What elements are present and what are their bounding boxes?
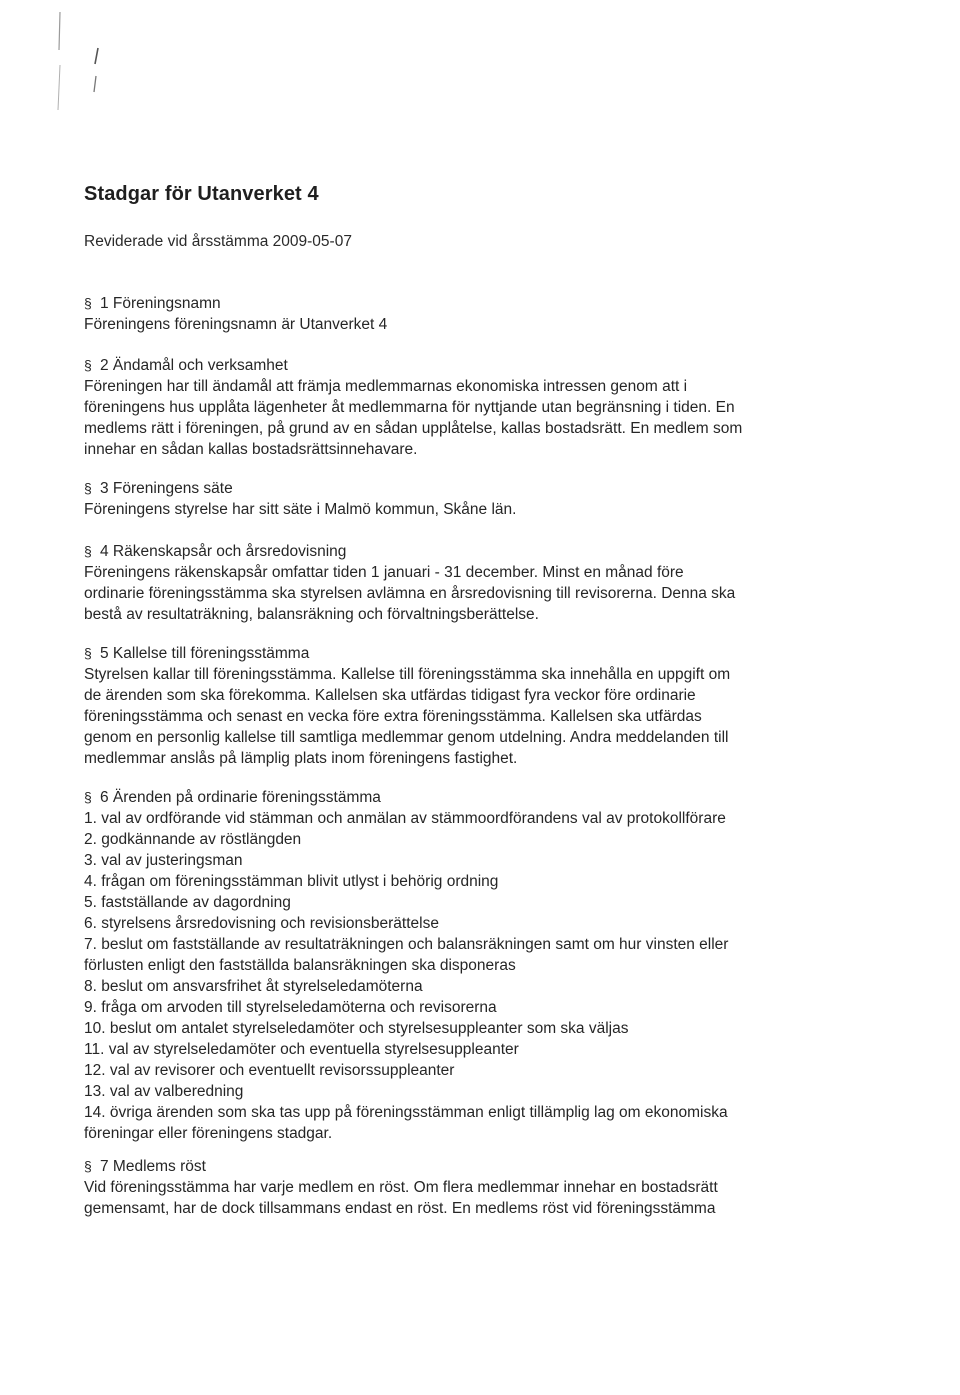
section-5-line: föreningsstämma och senast en vecka före extra föreningsstämma. Kallelsen ska utfärdas bbox=[84, 708, 702, 725]
section-5-line: de ärenden som ska förekomma. Kallelsen ska utfärdas tidigast fyra veckor före ordinarie bbox=[84, 687, 696, 704]
agenda-item: 11. val av styrelseledamöter och eventuella styrelsesuppleanter bbox=[84, 1041, 519, 1058]
section-2-body bbox=[84, 376, 854, 460]
section-2-heading-text: 2 Ändamål och verksamhet bbox=[100, 357, 288, 374]
paragraph-sign: § bbox=[84, 543, 92, 559]
section-7-heading-text: 7 Medlems röst bbox=[100, 1158, 206, 1175]
agenda-item: 6. styrelsens årsredovisning och revisionsberättelse bbox=[84, 915, 439, 932]
paragraph-sign: § bbox=[84, 1158, 92, 1174]
agenda-item: 8. beslut om ansvarsfrihet åt styrelseledamöterna bbox=[84, 978, 423, 995]
agenda-item: 12. val av revisorer och eventuellt revisorssuppleanter bbox=[84, 1062, 455, 1079]
section-5-body bbox=[84, 664, 854, 769]
section-4-line: ordinarie föreningsstämma ska styrelsen avlämna en årsredovisning till revisorerna. Denna ska bbox=[84, 585, 736, 602]
section-4-line: Föreningens räkenskapsår omfattar tiden 1 januari - 31 december. Minst en månad före bbox=[84, 564, 684, 581]
section-3-line: Föreningens styrelse har sitt säte i Malmö kommun, Skåne län. bbox=[84, 501, 517, 518]
document-subtitle: Reviderade vid årsstämma 2009-05-07 bbox=[84, 233, 352, 250]
paragraph-sign: § bbox=[84, 789, 92, 805]
agenda-item: 3. val av justeringsman bbox=[84, 852, 243, 869]
agenda-list bbox=[84, 808, 854, 1144]
agenda-item: 10. beslut om antalet styrelseledamöter och styrelsesuppleanter som ska väljas bbox=[84, 1020, 629, 1037]
section-3-heading bbox=[84, 478, 854, 499]
section-7 bbox=[84, 1156, 854, 1219]
section-4-heading-text: 4 Räkenskapsår och årsredovisning bbox=[100, 543, 347, 560]
section-5-heading bbox=[84, 643, 854, 664]
agenda-item: 9. fråga om arvoden till styrelseledamöterna och revisorerna bbox=[84, 999, 497, 1016]
agenda-item-continuation: föreningar eller föreningens stadgar. bbox=[84, 1125, 333, 1142]
section-6 bbox=[84, 787, 854, 1144]
section-7-heading bbox=[84, 1156, 854, 1177]
section-1-heading bbox=[84, 293, 854, 314]
paragraph-sign: § bbox=[84, 295, 92, 311]
section-5-line: Styrelsen kallar till föreningsstämma. Kallelse till föreningsstämma ska innehålla en uppgift om bbox=[84, 666, 731, 683]
section-2-line: medlems rätt i föreningen, på grund av en sådan upplåtelse, kallas bostadsrätt. En medlem som bbox=[84, 420, 743, 437]
scan-mark-artifacts bbox=[40, 10, 120, 120]
agenda-item-continuation: förlusten enligt den fastställda balansräkningen ska disponeras bbox=[84, 957, 516, 974]
section-2-line: Föreningen har till ändamål att främja medlemmarnas ekonomiska intressen genom att i bbox=[84, 378, 688, 395]
section-7-body bbox=[84, 1177, 854, 1219]
section-1-body bbox=[84, 314, 854, 335]
section-6-heading bbox=[84, 787, 854, 808]
section-4-body bbox=[84, 562, 854, 625]
document-title: Stadgar för Utanverket 4 bbox=[84, 183, 319, 205]
section-2-heading bbox=[84, 355, 854, 376]
section-1 bbox=[84, 293, 854, 335]
agenda-item: 5. fastställande av dagordning bbox=[84, 894, 291, 911]
section-5 bbox=[84, 643, 854, 769]
paragraph-sign: § bbox=[84, 357, 92, 373]
paragraph-sign: § bbox=[84, 480, 92, 496]
section-5-line: medlemmar anslås på lämplig plats inom föreningens fastighet. bbox=[84, 750, 518, 767]
agenda-item: 13. val av valberedning bbox=[84, 1083, 244, 1100]
section-1-heading-text: 1 Föreningsnamn bbox=[100, 295, 221, 312]
section-2-line: innehar en sådan kallas bostadsrättsinnehavare. bbox=[84, 441, 418, 458]
section-2-line: föreningens hus upplåta lägenheter åt medlemmarna för nyttjande utan begränsning i tiden. En bbox=[84, 399, 735, 416]
section-3-heading-text: 3 Föreningens säte bbox=[100, 480, 233, 497]
section-1-line: Föreningens föreningsnamn är Utanverket 4 bbox=[84, 316, 388, 333]
section-7-line: Vid föreningsstämma har varje medlem en röst. Om flera medlemmar innehar en bostadsrätt bbox=[84, 1179, 718, 1196]
section-4-line: bestå av resultaträkning, balansräkning och förvaltningsberättelse. bbox=[84, 606, 539, 623]
section-7-line: gemensamt, har de dock tillsammans endast en röst. En medlems röst vid föreningsstämma bbox=[84, 1200, 716, 1217]
section-4 bbox=[84, 541, 854, 625]
paragraph-sign: § bbox=[84, 645, 92, 661]
agenda-item: 1. val av ordförande vid stämman och anmälan av stämmoordförandens val av protokollförare bbox=[84, 810, 726, 827]
agenda-item: 7. beslut om fastställande av resultaträkningen och balansräkningen samt om hur vinsten eller bbox=[84, 936, 729, 953]
section-3 bbox=[84, 478, 854, 520]
section-3-body bbox=[84, 499, 854, 520]
section-2 bbox=[84, 355, 854, 460]
section-6-heading-text: 6 Ärenden på ordinarie föreningsstämma bbox=[100, 789, 381, 806]
agenda-item: 4. frågan om föreningsstämman blivit utlyst i behörig ordning bbox=[84, 873, 499, 890]
agenda-item: 14. övriga ärenden som ska tas upp på föreningsstämman enligt tillämplig lag om ekonomiska bbox=[84, 1104, 728, 1121]
agenda-item: 2. godkännande av röstlängden bbox=[84, 831, 302, 848]
section-5-line: genom en personlig kallelse till samtliga medlemmar genom utdelning. Andra meddelanden till bbox=[84, 729, 729, 746]
section-5-heading-text: 5 Kallelse till föreningsstämma bbox=[100, 645, 310, 662]
section-4-heading bbox=[84, 541, 854, 562]
